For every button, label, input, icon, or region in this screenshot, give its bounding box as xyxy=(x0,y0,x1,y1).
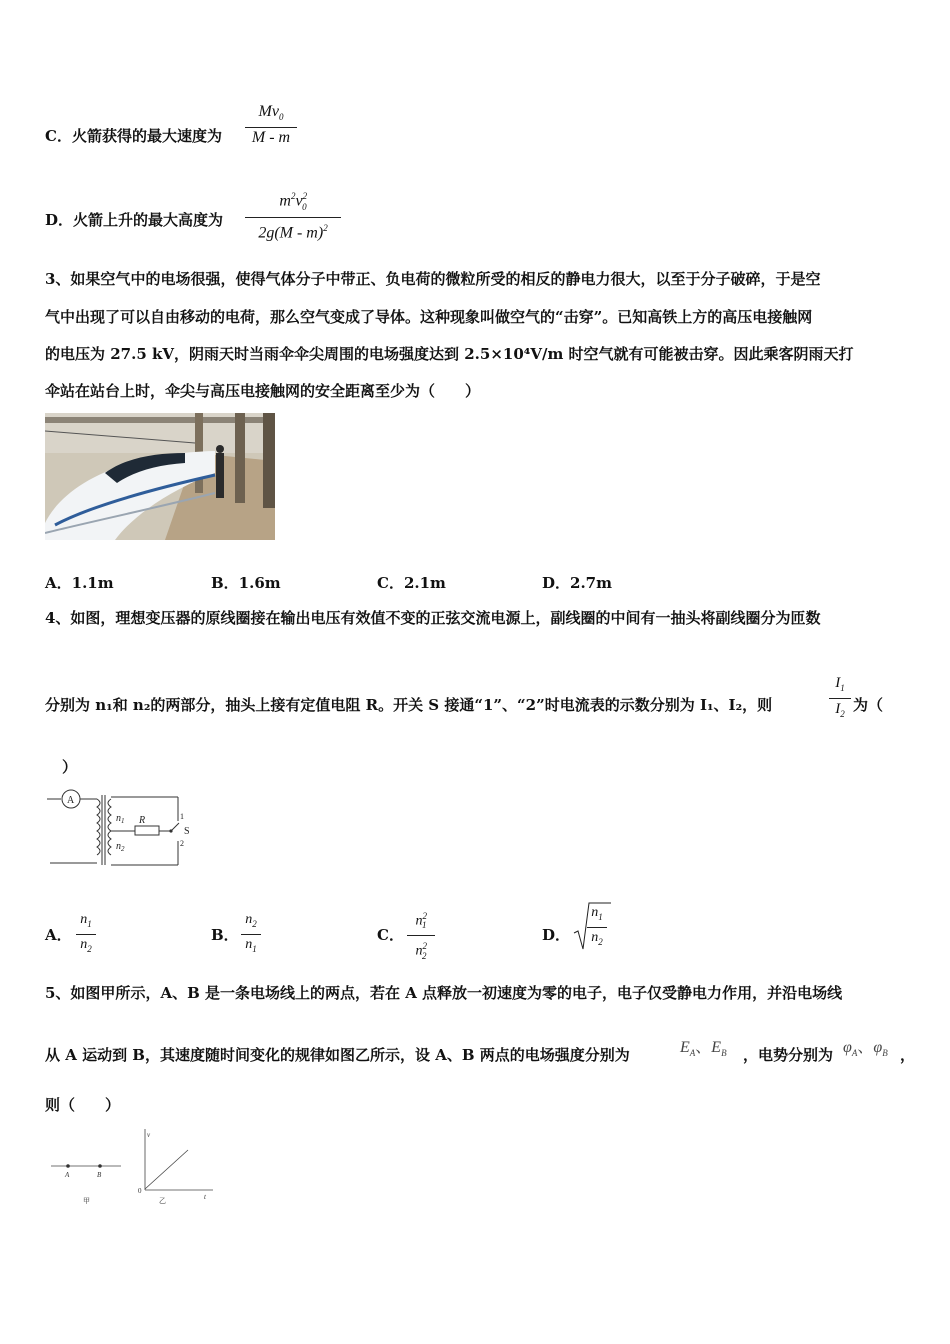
q3-option-c[interactable]: C．2.1m xyxy=(377,574,446,592)
q2-option-c-label: C．火箭获得的最大速度为 xyxy=(45,127,222,145)
q3-line-4: 伞站在站台上时，伞尖与高压电接触网的安全距离至少为（ ） xyxy=(45,382,481,400)
origin-label: 0 xyxy=(138,1187,142,1195)
q5-line-2-mid: ，电势分别为 xyxy=(743,1046,834,1064)
figure-jia-label: 甲 xyxy=(83,1197,90,1205)
electric-field-figures xyxy=(45,1125,220,1210)
q4-option-b-label[interactable]: B． xyxy=(211,926,239,944)
potential-symbols: $\varphi_A$、$\varphi_B$ xyxy=(843,1039,888,1059)
q4-current-ratio: $I_1$ $I_2$ xyxy=(829,673,851,724)
q3-option-b[interactable]: B．1.6m xyxy=(211,574,281,592)
switch-label: S xyxy=(184,826,190,837)
q4-option-c-label[interactable]: C． xyxy=(377,926,404,944)
q2-option-d-fraction: $m^2v^2_0$ 2g(M - m)$^2$ xyxy=(245,186,341,243)
q5-line-2-end: ， xyxy=(900,1046,916,1064)
q2-option-c-fraction: $Mv_0$ M - m xyxy=(245,102,297,148)
q4-line-1: 4、如图，理想变压器的原线圈接在输出电压有效值不变的正弦交流电源上，副线圈的中间有一抽头将副线圈分为匝数 xyxy=(45,609,821,627)
terminal-2-label: 2 xyxy=(180,839,184,848)
point-b-label: B xyxy=(97,1171,102,1179)
t-axis-label: t xyxy=(204,1193,206,1201)
q3-option-a[interactable]: A．1.1m xyxy=(45,574,114,592)
q4-option-a-label[interactable]: A． xyxy=(45,926,72,944)
point-a-label: A xyxy=(65,1171,70,1179)
q4-option-d-fraction: $n_1$ $n_2$ xyxy=(587,903,607,952)
q3-line-2: 气中出现了可以自由移动的电荷，那么空气变成了导体。这种现象叫做空气的“击穿”。已知高铁上方的高压电接触网 xyxy=(45,308,813,326)
q5-line-2: 从 A 运动到 B，其速度随时间变化的规律如图乙所示，设 A、B 两点的电场强度分别为 xyxy=(45,1046,630,1064)
q3-line-3: 的电压为 27.5 kV，阴雨天时当雨伞伞尖周围的电场强度达到 2.5×10⁴V/m 时空气就有可能被击穿。因此乘客阴雨天打 xyxy=(45,345,854,363)
q4-option-d-label[interactable]: D． xyxy=(542,926,571,944)
q3-line-1: 3、如果空气中的电场很强，使得气体分子中带正、负电荷的微粒所受的相反的静电力很大，以至于分子破碎，于是空 xyxy=(45,270,821,288)
transformer-circuit-diagram xyxy=(45,785,195,870)
q4-line-2-end: 为（ xyxy=(853,696,884,714)
q4-line-2: 分别为 n₁和 n₂的两部分，抽头上接有定值电阻 R。开关 S 接通“1”、“2”时电流表的示数分别为 I₁、I₂，则 xyxy=(45,696,773,714)
field-strength-symbols: $E_A$、$E_B$ xyxy=(680,1039,727,1059)
q5-line-1: 5、如图甲所示，A、B 是一条电场线上的两点，若在 A 点释放一初速度为零的电子，电子仅受静电力作用，并沿电场线 xyxy=(45,984,843,1002)
q5-line-3: 则（ ） xyxy=(45,1096,121,1114)
coil-n1-label: $n_1$ xyxy=(116,813,125,825)
q3-option-d[interactable]: D．2.7m xyxy=(542,574,612,592)
q4-line-3: ） xyxy=(62,758,78,776)
terminal-1-label: 1 xyxy=(180,812,184,821)
train-photo xyxy=(45,413,275,540)
q4-option-c-fraction[interactable]: $n^2_1$ $n^2_2$ xyxy=(407,906,435,966)
coil-n2-label: $n_2$ xyxy=(116,841,125,853)
figure-yi-label: 乙 xyxy=(159,1197,166,1205)
q4-option-b-fraction[interactable]: $n_2$ $n_1$ xyxy=(241,910,261,959)
q4-option-a-fraction[interactable]: $n_1$ $n_2$ xyxy=(76,910,96,959)
ammeter-label: A xyxy=(67,795,75,806)
v-axis-label: v xyxy=(147,1131,151,1139)
q2-option-d-label: D．火箭上升的最大高度为 xyxy=(45,211,224,229)
resistor-label: R xyxy=(139,815,146,826)
q4-option-d-sqrt[interactable] xyxy=(573,901,613,951)
